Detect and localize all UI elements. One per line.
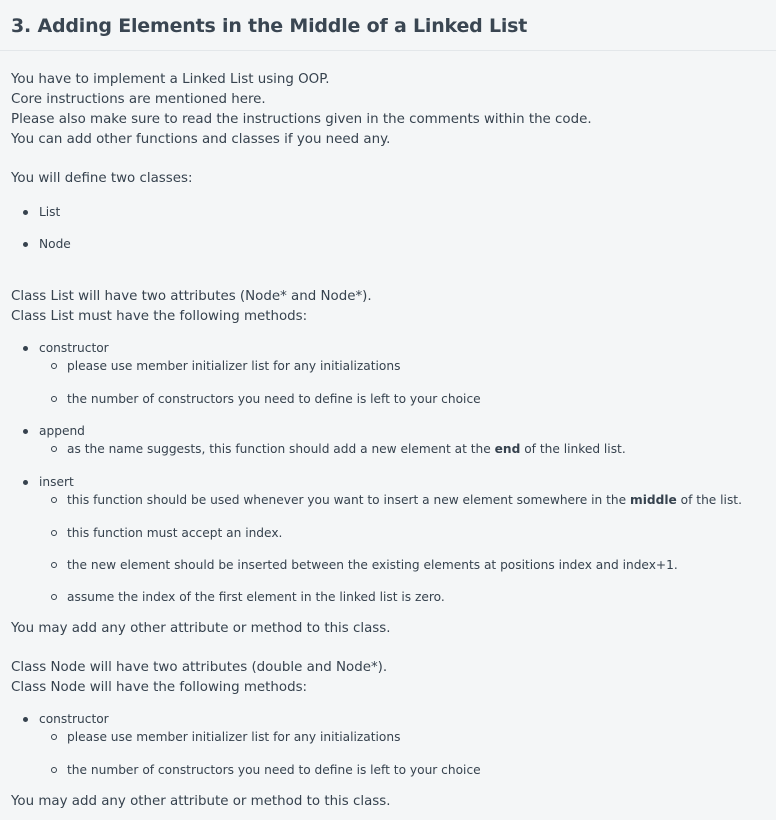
classes-intro: You will define two classes: — [11, 171, 193, 186]
constructor-notes — [39, 728, 771, 779]
title-divider — [0, 50, 776, 51]
note-text: of the list. — [676, 493, 742, 507]
note-text: this function should be used whenever you want to insert a new element somewhere in the — [67, 493, 631, 507]
content — [11, 70, 771, 812]
note-item: the number of constructors you need to define is left to your choice — [39, 390, 771, 408]
node-attributes-line: Class Node will have two attributes (double and Node*). — [11, 660, 388, 675]
intro-line: You can add other functions and classes if you need any. — [11, 132, 391, 147]
intro-line: Core instructions are mentioned here. — [11, 92, 266, 107]
note-item: please use member initializer list for any initializations — [39, 728, 771, 746]
class-item-list: List — [11, 203, 771, 221]
list-methods-line: Class List must have the following methods: — [11, 309, 308, 324]
note-text: as the name suggests, this function should add a new element at the — [67, 442, 495, 456]
method-insert — [11, 473, 771, 606]
note-emphasis: end — [494, 442, 521, 456]
page-title: 3. Adding Elements in the Middle of a Linked List — [11, 15, 528, 37]
node-methods — [11, 710, 771, 779]
note-item: assume the index of the first element in the linked list is zero. — [39, 588, 771, 606]
method-append — [11, 422, 771, 458]
method-constructor — [11, 339, 771, 408]
append-notes — [39, 440, 771, 458]
note-emphasis: middle — [630, 493, 677, 507]
note-item: the new element should be inserted between the existing elements at positions index and index+1. — [39, 556, 771, 574]
method-constructor — [11, 710, 771, 779]
note-item — [39, 491, 771, 509]
node-closing: You may add any other attribute or method to this class. — [11, 794, 391, 809]
list-attributes-line: Class List will have two attributes (Node* and Node*). — [11, 289, 372, 304]
intro-line: Please also make sure to read the instructions given in the comments within the code. — [11, 112, 592, 127]
note-item: this function must accept an index. — [39, 524, 771, 542]
method-name: constructor — [39, 341, 109, 355]
insert-notes — [39, 491, 771, 606]
method-name: append — [39, 424, 85, 438]
method-name: constructor — [39, 712, 109, 726]
class-item-node: Node — [11, 235, 771, 253]
note-item — [39, 440, 771, 458]
intro-line: You have to implement a Linked List using OOP. — [11, 72, 330, 87]
list-closing: You may add any other attribute or method to this class. — [11, 621, 391, 636]
list-methods — [11, 339, 771, 606]
method-name: insert — [39, 475, 74, 489]
node-methods-line: Class Node will have the following methods: — [11, 680, 308, 695]
note-item: please use member initializer list for any initializations — [39, 357, 771, 375]
constructor-notes — [39, 357, 771, 408]
note-text: of the linked list. — [520, 442, 626, 456]
classes-list — [11, 203, 771, 253]
note-item: the number of constructors you need to define is left to your choice — [39, 761, 771, 779]
